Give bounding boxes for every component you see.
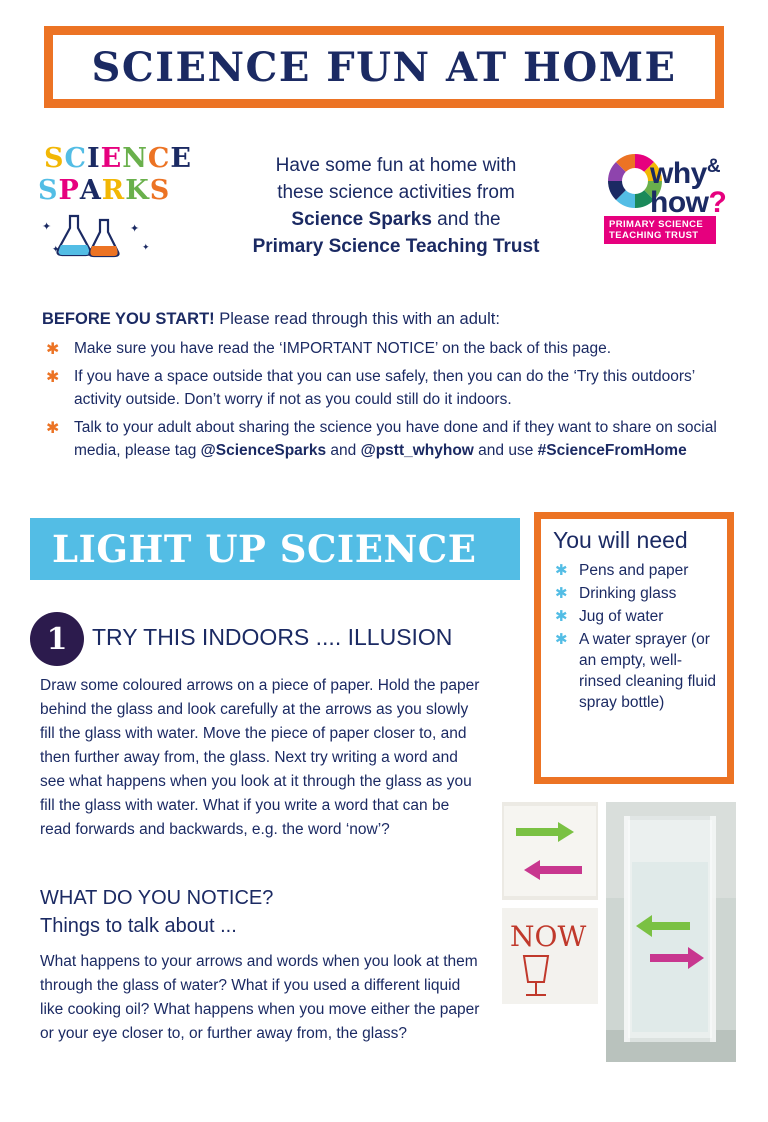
pstt-wordmark [650,152,726,217]
hashtag-science-from-home: #ScienceFromHome [537,442,687,459]
pstt-logo [604,150,742,268]
list-item [553,629,717,713]
step-body-text: Draw some coloured arrows on a piece of paper. Hold the paper behind the glass and look carefully at the arrows as you slowly fill the glass with water. Move the piece of paper closer to, and then further away from, the glass. Next try writing a word and see what happens when you look at it through the glass as you fill the glass with water. What if you write a word that can be read forwards and backwards, e.g. the word ‘now’? [40,677,480,838]
list-item [553,606,717,627]
now-word-text: NOW [510,920,587,953]
bullet-text: Make sure you have read the ‘IMPORTANT NOTICE’ on the back of this page. [74,340,612,357]
notice-heading-block [40,884,490,940]
section-banner [30,518,520,580]
notice-subheading: Things to talk about ... [40,915,237,937]
pstt-question-mark: ? [708,186,727,219]
bullet-text-part-a: Talk to your adult about sharing the science you have done and if they want to share on social media, please tag [74,419,717,459]
you-will-need-item: Jug of water [579,608,664,625]
svg-text:✦: ✦ [130,223,140,235]
before-you-start-list [42,337,732,462]
asterisk-icon: ✱ [46,420,60,437]
before-you-start-heading-rest: Please read through this with an adult: [214,310,500,328]
list-item [42,416,732,462]
before-you-start-heading [42,310,732,329]
intro-row [38,140,738,288]
asterisk-icon: ✱ [555,631,568,648]
list-item [553,560,717,581]
section-banner-title: LIGHT UP SCIENCE [52,527,477,571]
social-tag-pstt: @pstt_whyhow [360,442,474,459]
intro-line-4: Primary Science Teaching Trust [252,236,540,257]
photo-now-word [502,908,598,1004]
you-will-need-item: Drinking glass [579,585,677,602]
intro-line-3-bold: Science Sparks [291,209,432,230]
bullet-text-part-c: and use [473,442,538,459]
before-you-start-section [42,310,732,467]
list-item [553,583,717,604]
page-title-banner [44,26,724,108]
intro-line-3 [210,206,582,233]
pstt-how-row [650,188,726,217]
list-item [42,365,732,411]
pstt-amp: & [706,156,721,177]
pstt-strip [604,216,716,244]
pstt-how-text: how [650,186,709,219]
asterisk-icon: ✱ [555,562,568,579]
svg-text:✦: ✦ [52,244,60,254]
you-will-need-item: A water sprayer (or an empty, well-rinsed cleaning fluid spray bottle) [579,631,717,711]
intro-line-3-rest: and the [431,209,501,230]
asterisk-icon: ✱ [46,369,60,386]
intro-line-2: these science activities from [277,182,515,203]
asterisk-icon: ✱ [46,341,60,358]
pstt-strip-line2: TEACHING TRUST [609,230,699,241]
list-item [42,337,732,360]
social-tag-science-sparks: @ScienceSparks [200,442,327,459]
intro-line-1: Have some fun at home with [275,155,517,176]
notice-heading: WHAT DO YOU NOTICE? [40,887,274,909]
page-title: SCIENCE FUN AT HOME [91,43,677,91]
notice-body-text: What happens to your arrows and words when you look at them through the glass of water? What if you used a different liquid like cooking oil? What happens when you move either the paper or your eye closer to, or further away from, the glass? [40,953,480,1042]
science-sparks-logo [38,144,194,279]
flasks-icon [38,210,194,258]
pstt-strip-line1: PRIMARY SCIENCE [609,219,704,230]
before-you-start-heading-bold: BEFORE YOU START! [42,310,215,328]
you-will-need-box [534,512,734,784]
you-will-need-item: Pens and paper [579,562,689,579]
step-title: TRY THIS INDOORS .... ILLUSION [92,624,453,650]
asterisk-icon: ✱ [555,585,568,602]
svg-text:✦: ✦ [142,242,150,252]
bullet-text-part-b: and [326,442,361,459]
step-number-badge: 1 [30,612,84,666]
photo-glass-of-water [606,802,736,1062]
pstt-why-text: why [650,157,707,190]
you-will-need-list [553,560,717,713]
science-sparks-line2: SPARKS [38,175,171,206]
photo-arrows [502,802,598,900]
asterisk-icon: ✱ [555,608,568,625]
science-sparks-line1: SCIENCE [44,143,193,174]
svg-text:✦: ✦ [42,221,52,233]
you-will-need-title: You will need [553,527,688,553]
intro-text [210,152,582,260]
bullet-text: If you have a space outside that you can use safely, then you can do the ‘Try this outdoors’ activity outside. Don’t worry if not as you could still do it indoors. [74,368,695,408]
